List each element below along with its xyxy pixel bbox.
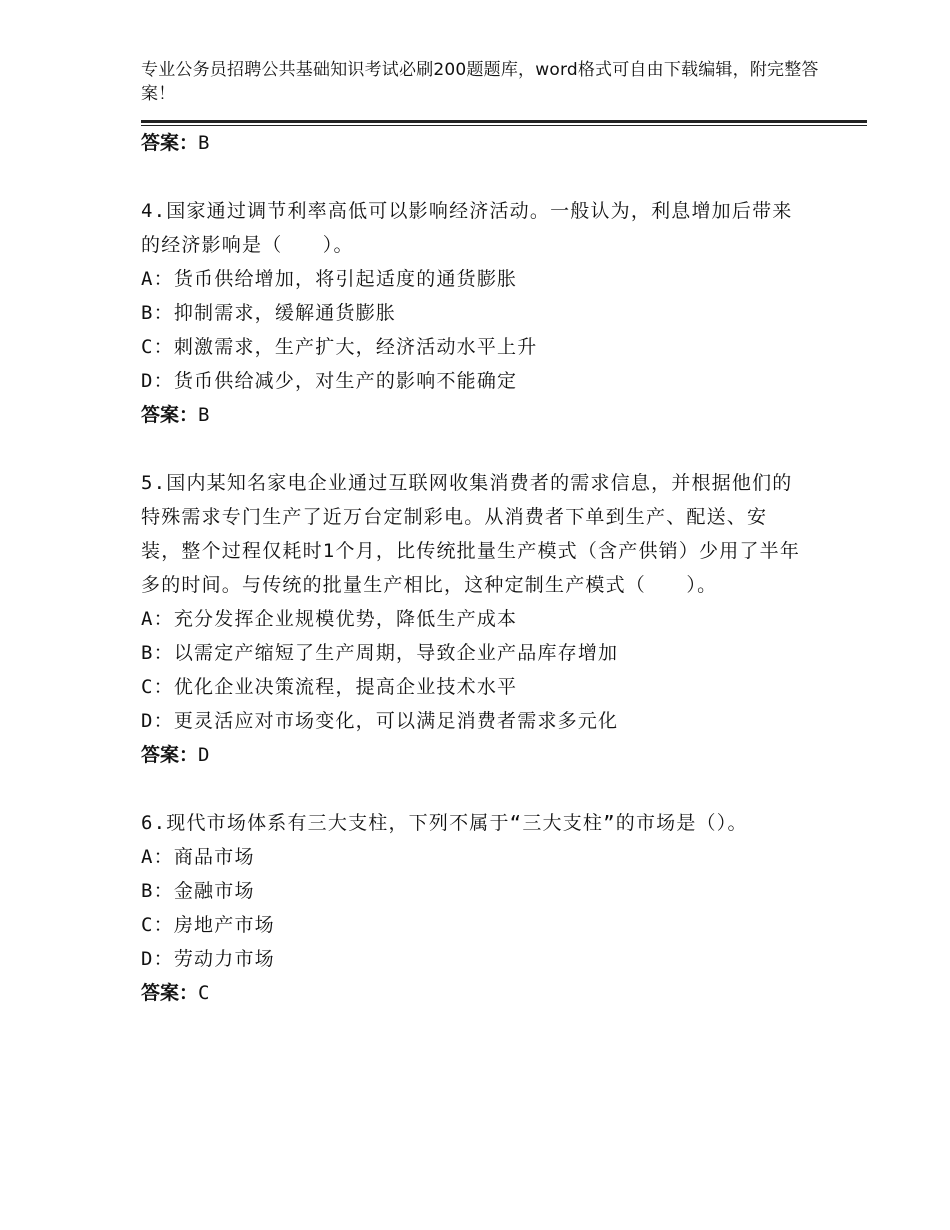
document-body: [141, 126, 801, 1010]
option-c: C：房地产市场: [141, 914, 275, 936]
page-header: 专业公务员招聘公共基础知识考试必刷200题题库，word格式可自由下载编辑，附完整答案！: [141, 60, 819, 104]
answer-label: 答案：: [141, 982, 199, 1004]
option-a: A：充分发挥企业规模优势，降低生产成本: [141, 608, 518, 630]
answer-value: D: [198, 744, 210, 766]
answer-line: [141, 976, 801, 1010]
option-d: D：货币供给减少，对生产的影响不能确定: [141, 370, 518, 392]
question-5: [141, 466, 801, 772]
spacer: [141, 160, 801, 194]
option-c: C：刺激需求，生产扩大，经济活动水平上升: [141, 336, 538, 358]
spacer: [141, 432, 801, 466]
answer-line: [141, 738, 801, 772]
question-stem: 5.国内某知名家电企业通过互联网收集消费者的需求信息，并根据他们的特殊需求专门生产了近万台定制彩电。从消费者下单到生产、配送、安装，整个过程仅耗时1个月，比传统批量生产模式（含产供销）少用了半年多的时间。与传统的批量生产相比，这种定制生产模式（ ）。: [141, 472, 801, 596]
option-b: B：抑制需求，缓解通货膨胀: [141, 302, 397, 324]
answer-label: 答案：: [141, 132, 199, 154]
question-stem: 4.国家通过调节利率高低可以影响经济活动。一般认为，利息增加后带来的经济影响是（ ）。: [141, 200, 793, 256]
answer-value: B: [198, 404, 210, 426]
option-b: B：金融市场: [141, 880, 255, 902]
header-rule-thick: [141, 120, 867, 123]
option-c: C：优化企业决策流程，提高企业技术水平: [141, 676, 518, 698]
option-b: B：以需定产缩短了生产周期，导致企业产品库存增加: [141, 642, 619, 664]
option-d: D：劳动力市场: [141, 948, 275, 970]
answer-line: [141, 398, 801, 432]
answer-value: B: [198, 132, 210, 154]
answer-label: 答案：: [141, 404, 199, 426]
option-a: A：商品市场: [141, 846, 255, 868]
question-stem: 6.现代市场体系有三大支柱，下列不属于“三大支柱”的市场是（）。: [141, 812, 748, 834]
question-4: [141, 194, 801, 432]
option-d: D：更灵活应对市场变化，可以满足消费者需求多元化: [141, 710, 619, 732]
option-a: A：货币供给增加，将引起适度的通货膨胀: [141, 268, 518, 290]
spacer: [141, 772, 801, 806]
answer-label: 答案：: [141, 744, 199, 766]
answer-value: C: [198, 982, 210, 1004]
question-6: [141, 806, 801, 1010]
answer-line-prev: [141, 126, 801, 160]
